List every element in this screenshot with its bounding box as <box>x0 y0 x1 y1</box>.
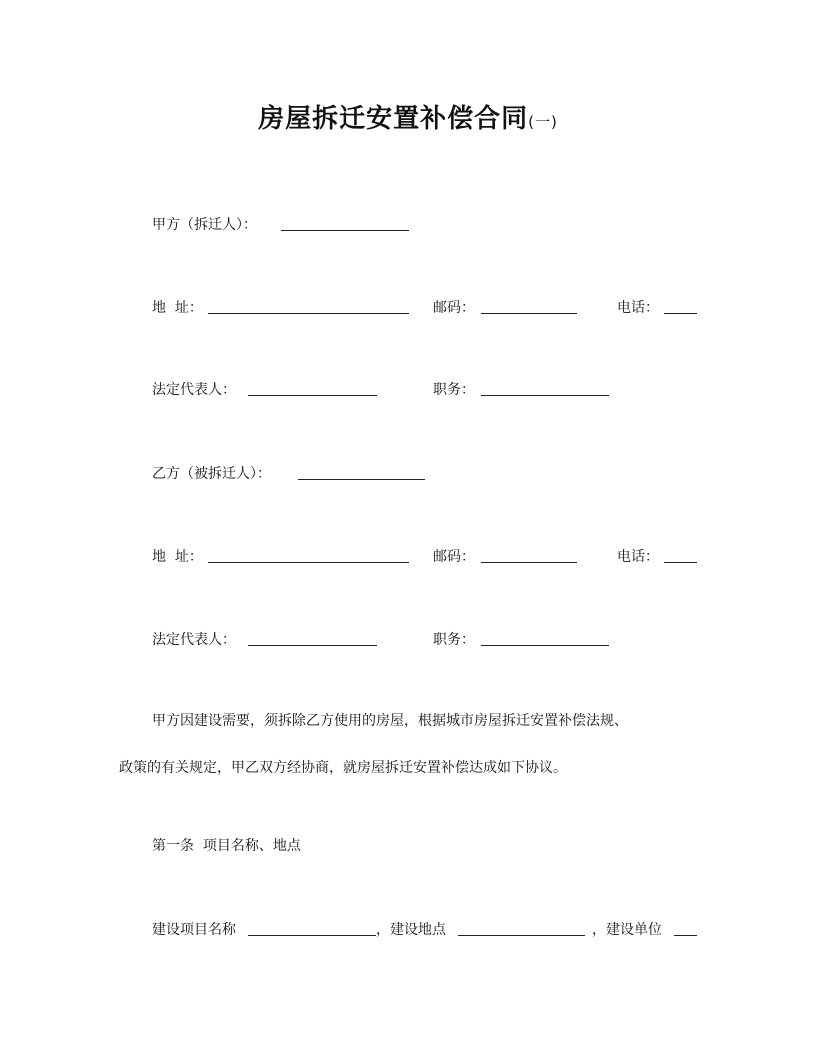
address-label: 地 址： <box>152 300 203 316</box>
postcode-label: 邮码： <box>433 300 475 316</box>
phone-label: 电话： <box>617 549 659 565</box>
party-b-blank[interactable] <box>298 479 425 480</box>
article-1-heading: 第一条 项目名称、地点 <box>152 838 301 854</box>
address-blank[interactable] <box>208 562 409 563</box>
document-title <box>0 98 816 135</box>
legal-rep-label: 法定代表人： <box>152 382 236 398</box>
project-name-label: 建设项目名称 <box>152 922 236 938</box>
legal-rep-label: 法定代表人： <box>152 632 236 648</box>
party-a-blank[interactable] <box>281 230 409 231</box>
postcode-blank[interactable] <box>481 562 577 563</box>
phone-label: 电话： <box>617 300 659 316</box>
preamble-line-2: 政策的有关规定，甲乙双方经协商，就房屋拆迁安置补偿达成如下协议。 <box>119 760 567 776</box>
location-label: ，建设地点 <box>376 922 446 938</box>
postcode-label: 邮码： <box>433 549 475 565</box>
unit-label: ，建设单位 <box>592 922 662 938</box>
position-blank[interactable] <box>481 645 609 646</box>
address-blank[interactable] <box>208 313 409 314</box>
preamble-line-1: 甲方因建设需要，须拆除乙方使用的房屋，根据城市房屋拆迁安置补偿法规、 <box>152 713 628 729</box>
legal-rep-blank[interactable] <box>248 395 377 396</box>
title-suffix: (一) <box>528 113 558 131</box>
position-label: 职务： <box>433 632 475 648</box>
legal-rep-blank[interactable] <box>248 645 377 646</box>
phone-blank[interactable] <box>664 562 697 563</box>
address-label: 地 址： <box>152 549 203 565</box>
postcode-blank[interactable] <box>481 313 577 314</box>
title-text: 房屋拆迁安置补偿合同 <box>258 104 529 134</box>
unit-blank[interactable] <box>674 935 697 936</box>
phone-blank[interactable] <box>664 313 697 314</box>
project-name-blank[interactable] <box>248 935 376 936</box>
party-a-label: 甲方（拆迁人）： <box>152 217 257 233</box>
party-b-label: 乙方（被拆迁人）： <box>152 466 271 482</box>
location-blank[interactable] <box>458 935 585 936</box>
position-blank[interactable] <box>481 395 609 396</box>
position-label: 职务： <box>433 382 475 398</box>
